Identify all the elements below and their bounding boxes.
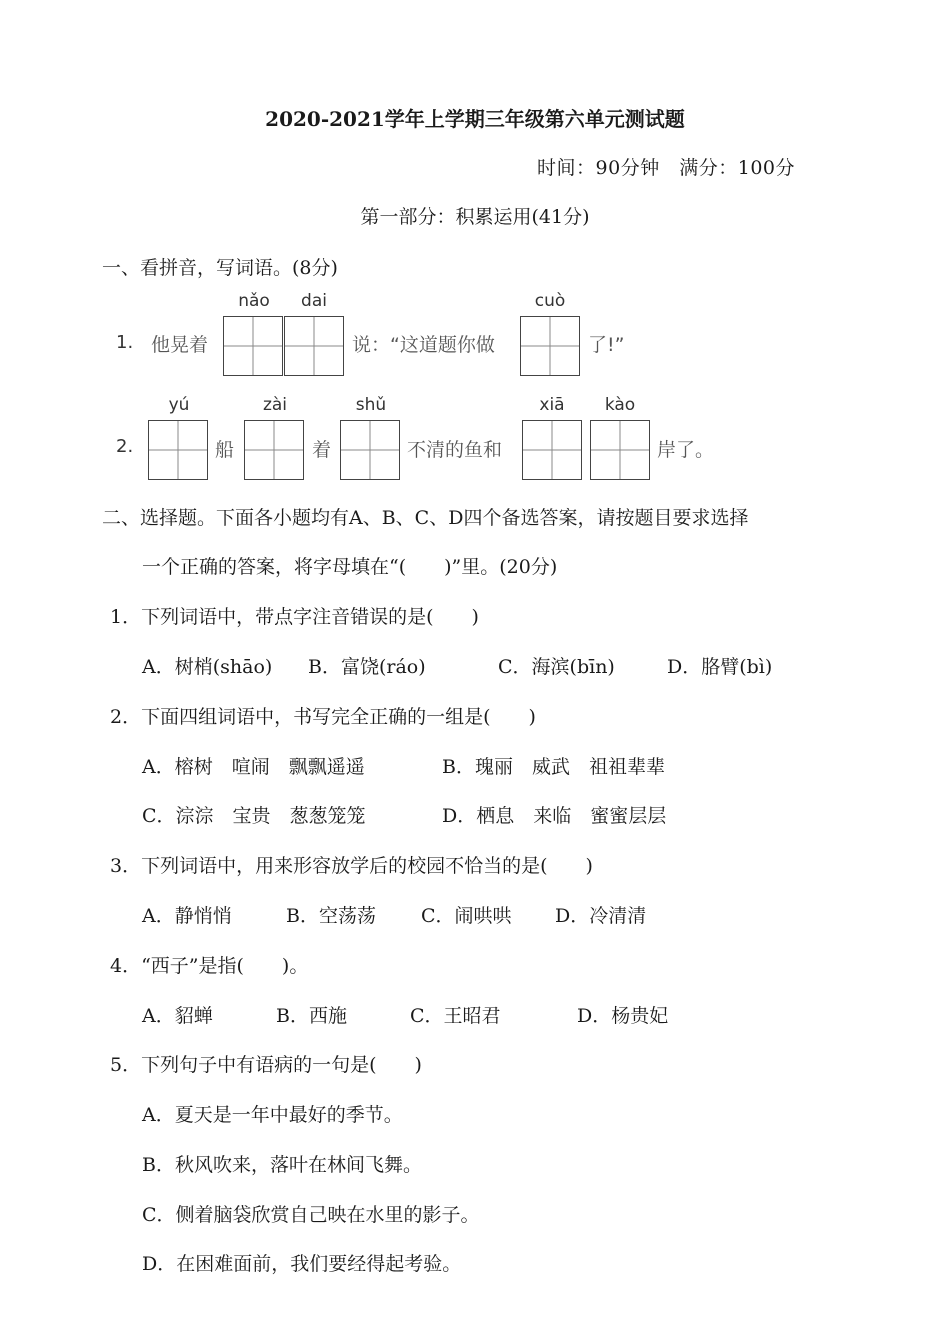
q1-number: 1.: [116, 332, 134, 353]
q1-pinyin3: cuò: [534, 291, 566, 311]
q5-option-b: B．秋风吹来，落叶在林间飞舞。: [142, 1154, 422, 1176]
question-5-stem: 5．下列句子中有语病的一句是( ): [110, 1054, 422, 1076]
part-heading: 第一部分：积累运用(41分): [360, 206, 590, 228]
q4-option-c: C．王昭君: [410, 1005, 501, 1027]
q1-text3: 了!”: [588, 334, 625, 356]
q5-option-a: A．夏天是一年中最好的季节。: [142, 1104, 403, 1126]
writing-box[interactable]: [520, 316, 580, 376]
q3-option-c: C．闹哄哄: [421, 905, 512, 927]
q2-text4: 岸了。: [657, 439, 715, 461]
q2-pinyin1: yú: [168, 395, 190, 415]
q4-option-d: D．杨贵妃: [577, 1005, 669, 1027]
q4-option-b: B．西施: [276, 1005, 347, 1027]
q1-pinyin1: nǎo: [238, 291, 270, 311]
question-1-stem: 1．下列词语中，带点字注音错误的是( ): [110, 606, 479, 628]
q2-pinyin5: kào: [604, 395, 636, 415]
section2-heading: 二、选择题。下面各小题均有A、B、C、D四个备选答案，请按题目要求选择: [102, 507, 749, 529]
question-3-stem: 3．下列词语中，用来形容放学后的校园不恰当的是( ): [110, 855, 593, 877]
q3-option-d: D．冷清清: [555, 905, 647, 927]
q5-option-c: C．侧着脑袋欣赏自己映在水里的影子。: [142, 1204, 480, 1226]
q1-pinyin2: dai: [301, 291, 327, 311]
q2-option-a: A．榕树 喧闹 飘飘遥遥: [142, 756, 365, 778]
q1-text1: 他晃着: [151, 334, 209, 356]
page-title: 2020-2021学年上学期三年级第六单元测试题: [265, 107, 685, 131]
q2-text3: 不清的鱼和: [407, 439, 503, 461]
q1-option-c: C．海滨(bīn): [498, 656, 615, 678]
question-4-stem: 4．“西子”是指( )。: [110, 955, 309, 977]
q1-text2: 说：“这道题你做: [352, 334, 495, 356]
exam-meta: 时间：90分钟 满分：100分: [537, 157, 795, 179]
q1-option-b: B．富饶(ráo): [308, 656, 426, 678]
section1-heading: 一、看拼音，写词语。(8分): [102, 257, 338, 279]
q3-option-a: A．静悄悄: [142, 905, 232, 927]
q2-option-c: C．淙淙 宝贵 葱葱笼笼: [142, 805, 366, 827]
writing-box[interactable]: [590, 420, 650, 480]
q5-option-d: D．在困难面前，我们要经得起考验。: [142, 1253, 462, 1275]
q2-option-d: D．栖息 来临 蜜蜜层层: [442, 805, 667, 827]
q1-option-a: A．树梢(shāo): [142, 656, 273, 678]
q2-pinyin2: zài: [262, 395, 288, 415]
q2-number: 2.: [116, 436, 134, 457]
q2-text2: 着: [312, 439, 332, 461]
writing-box[interactable]: [522, 420, 582, 480]
question-2-stem: 2．下面四组词语中，书写完全正确的一组是( ): [110, 706, 536, 728]
writing-box[interactable]: [340, 420, 400, 480]
q2-option-b: B．瑰丽 威武 祖祖辈辈: [442, 756, 665, 778]
writing-box[interactable]: [284, 316, 344, 376]
q2-text1: 船: [215, 439, 235, 461]
q1-option-d: D．胳臂(bì): [667, 656, 773, 678]
writing-box[interactable]: [148, 420, 208, 480]
writing-box[interactable]: [244, 420, 304, 480]
q2-pinyin3: shǔ: [355, 395, 387, 415]
q4-option-a: A．貂蝉: [142, 1005, 213, 1027]
section2-heading-cont: 一个正确的答案，将字母填在“( )”里。(20分): [142, 556, 558, 578]
q2-pinyin4: xiā: [539, 395, 565, 415]
writing-box[interactable]: [223, 316, 283, 376]
q3-option-b: B．空荡荡: [286, 905, 376, 927]
